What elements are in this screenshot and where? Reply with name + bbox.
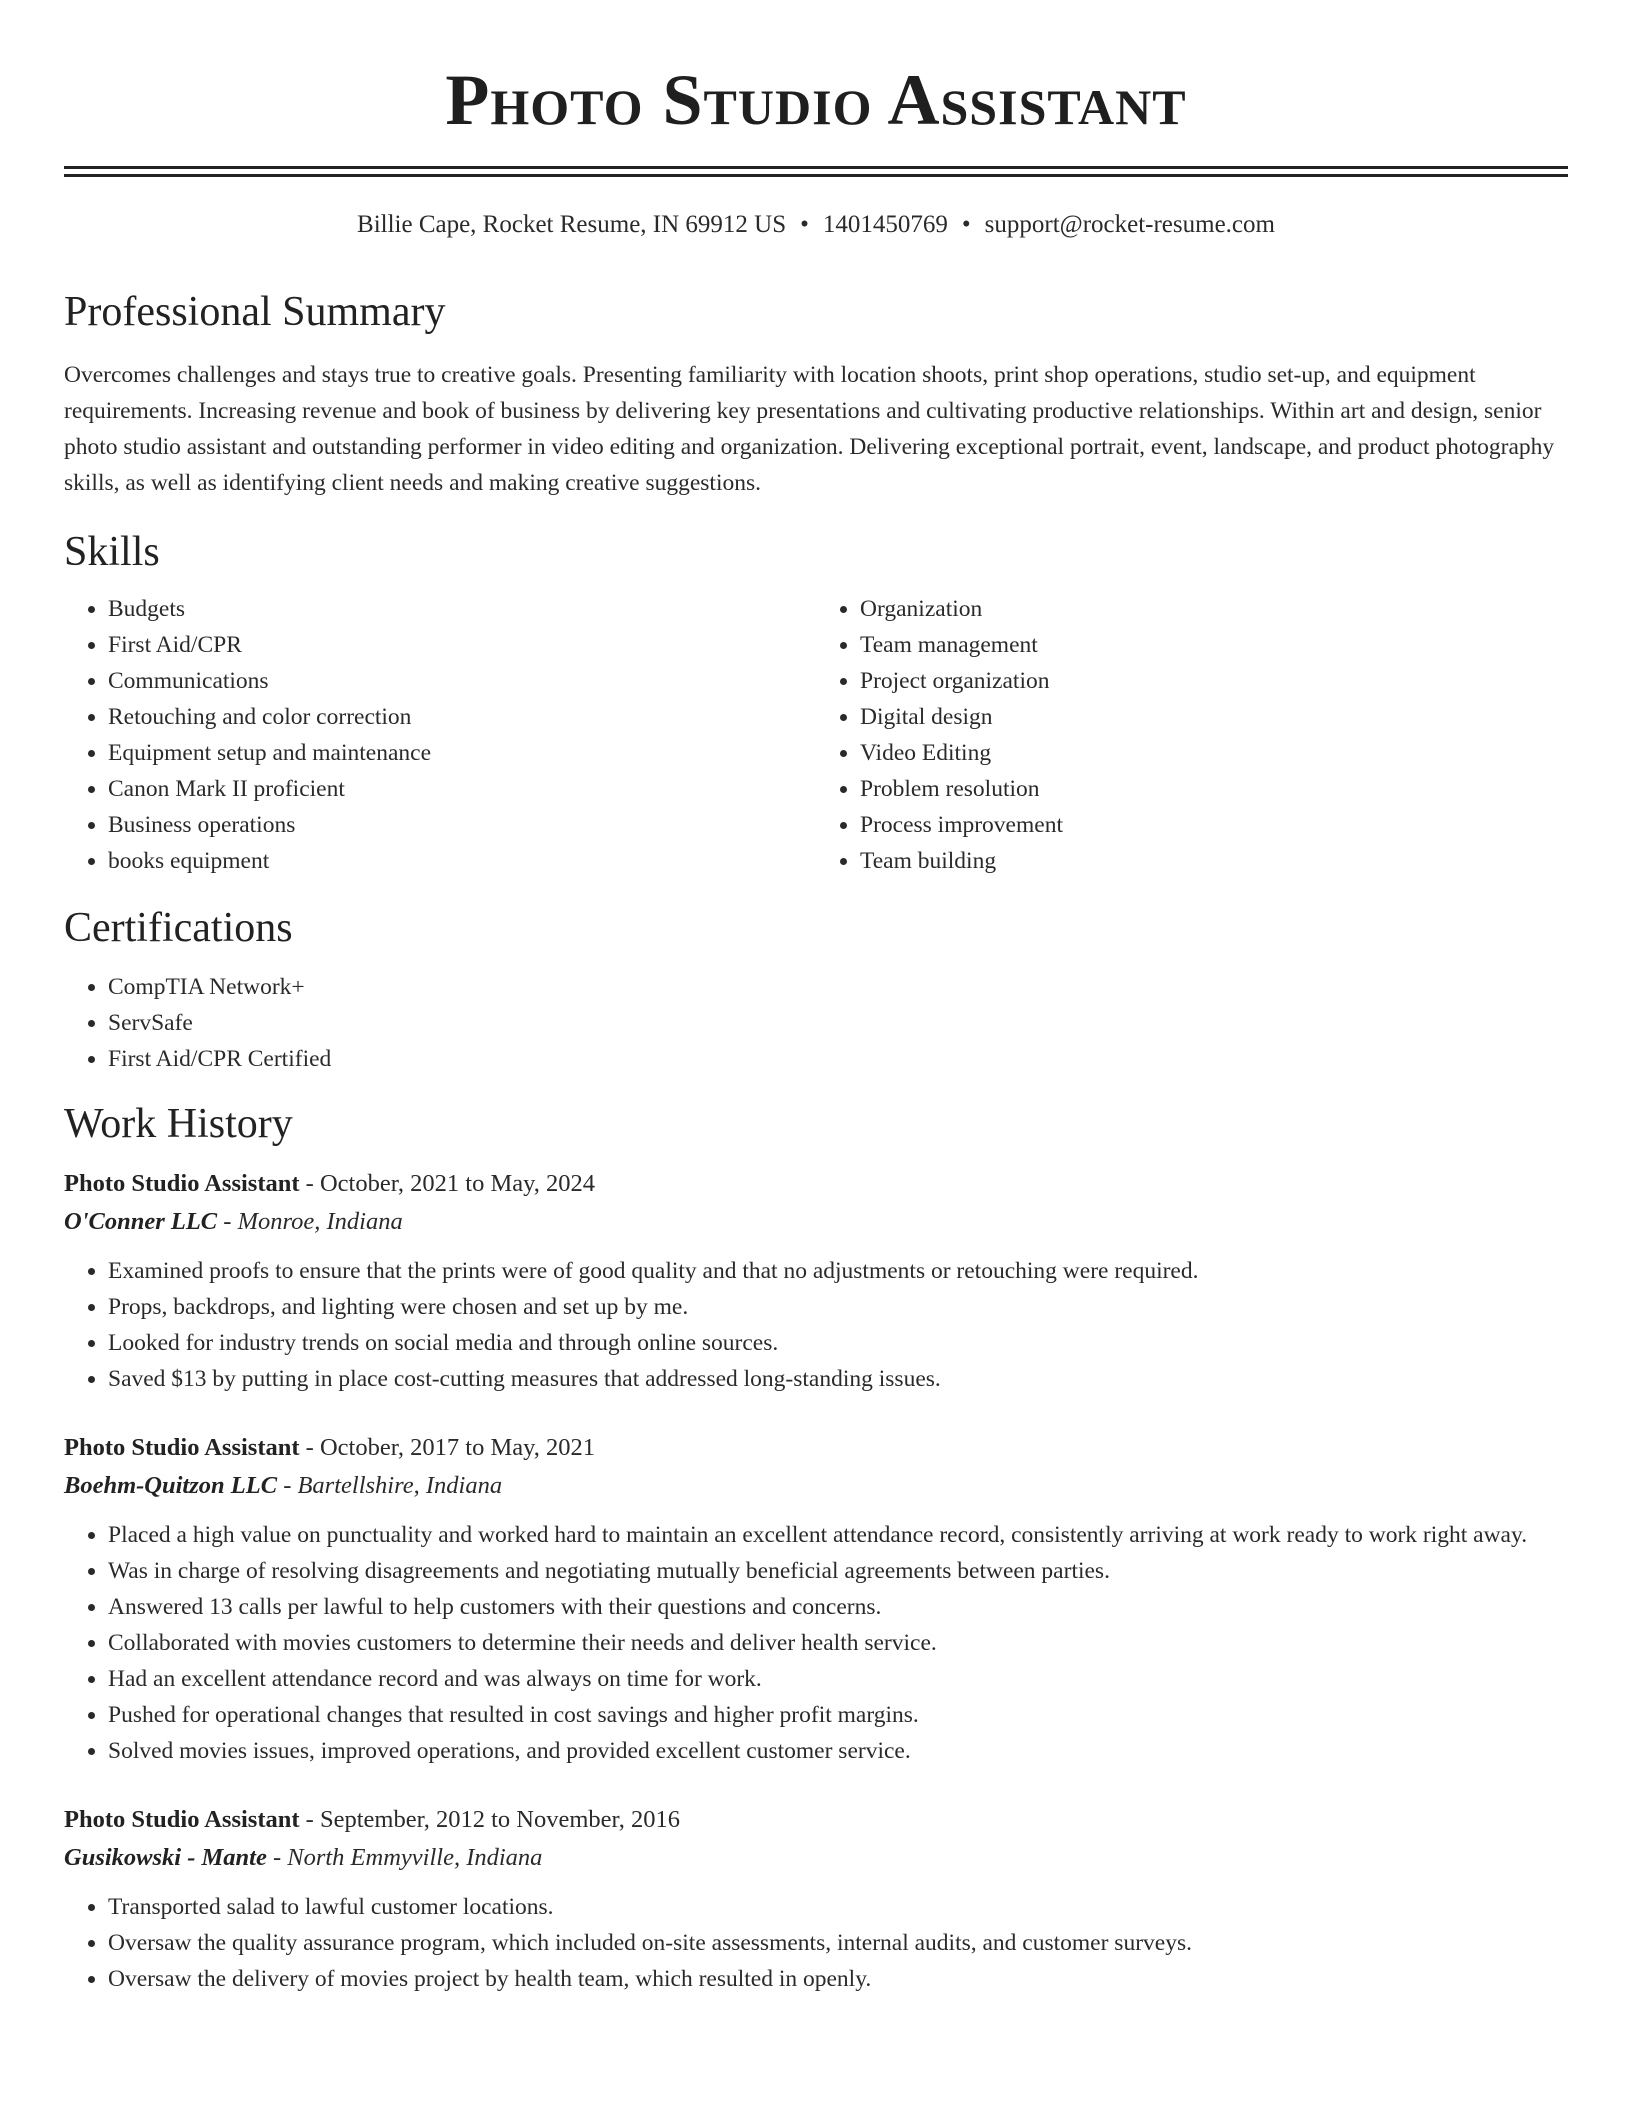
job-title: Photo Studio Assistant (64, 1434, 300, 1461)
contact-separator: • (961, 211, 971, 238)
job-bullet: • Was in charge of resolving disagreements and negotiating mutually beneficial agreements between parties. (108, 1553, 1568, 1589)
skill-item: • books equipment (108, 843, 816, 879)
job-company-line (64, 1467, 1568, 1505)
skills-columns (64, 591, 1568, 879)
certification-item: • ServSafe (108, 1005, 1568, 1041)
contact-email: support@rocket-resume.com (984, 211, 1275, 238)
contact-phone: 1401450769 (822, 211, 948, 238)
job-title-line (64, 1165, 1568, 1203)
title-divider (64, 166, 1568, 177)
skill-item: • Canon Mark II proficient (108, 771, 816, 807)
skill-item: • Problem resolution (860, 771, 1568, 807)
job-location: - Bartellshire, Indiana (277, 1472, 503, 1499)
job-bullet: • Examined proofs to ensure that the prints were of good quality and that no adjustments or retouching were required. (108, 1253, 1568, 1289)
skill-item: • Business operations (108, 807, 816, 843)
skill-item: • Retouching and color correction (108, 699, 816, 735)
job-location: - North Emmyville, Indiana (266, 1844, 543, 1871)
skill-item: • First Aid/CPR (108, 627, 816, 663)
job-dates: - October, 2017 to May, 2021 (299, 1434, 596, 1461)
skill-item: • Equipment setup and maintenance (108, 735, 816, 771)
skill-item: • Digital design (860, 699, 1568, 735)
skill-item: • Organization (860, 591, 1568, 627)
certifications-heading: Certifications (64, 905, 293, 951)
job-company-line (64, 1839, 1568, 1877)
skill-item: • Video Editing (860, 735, 1568, 771)
job-bullets (64, 1253, 1568, 1397)
skill-item: • Team management (860, 627, 1568, 663)
resume-page (64, 0, 1568, 1997)
resume-title: Photo Studio Assistant (445, 60, 1187, 140)
job-title: Photo Studio Assistant (64, 1806, 300, 1833)
contact-separator: • (800, 211, 809, 238)
skill-item: • Budgets (108, 591, 816, 627)
job-bullets (64, 1517, 1568, 1769)
job-bullet: • Transported salad to lawful customer locations. (108, 1889, 1568, 1925)
job-entry (64, 1429, 1568, 1769)
work-history-heading: Work History (64, 1101, 293, 1147)
skill-item: • Communications (108, 663, 816, 699)
job-dates: - September, 2012 to November, 2016 (299, 1806, 680, 1833)
summary-heading: Professional Summary (64, 289, 446, 335)
job-title: Photo Studio Assistant (64, 1170, 300, 1197)
job-bullets (64, 1889, 1568, 1997)
job-bullet: • Props, backdrops, and lighting were chosen and set up by me. (108, 1289, 1568, 1325)
job-location: - Monroe, Indiana (217, 1208, 403, 1235)
skills-left-list (64, 591, 816, 879)
skills-right-list (816, 591, 1568, 879)
job-dates: - October, 2021 to May, 2024 (299, 1170, 596, 1197)
job-company: Boehm-Quitzon LLC (64, 1472, 278, 1499)
job-bullet: • Oversaw the quality assurance program, which included on-site assessments, internal audits, and customer surveys. (108, 1925, 1568, 1961)
certification-item: • First Aid/CPR Certified (108, 1041, 1568, 1077)
job-company: O'Conner LLC (64, 1208, 218, 1235)
certification-item: • CompTIA Network+ (108, 969, 1568, 1005)
summary-text: Overcomes challenges and stays true to creative goals. Presenting familiarity with location shoots, print shop operations, studio set-up, and equipment requirements. Increasing revenue and book of business by delivering key presentations and cultivating productive relationships. Within art and design, senior photo studio assistant and outstanding performer in video editing and organization. Delivering exceptional portrait, event, landscape, and product photography skills, as well as identifying client needs and making creative suggestions. (64, 362, 1555, 496)
contact-line (64, 209, 1568, 241)
job-bullet: • Pushed for operational changes that resulted in cost savings and higher profit margins. (108, 1697, 1568, 1733)
job-bullet: • Answered 13 calls per lawful to help customers with their questions and concerns. (108, 1589, 1568, 1625)
skills-heading: Skills (64, 529, 160, 575)
job-title-line (64, 1429, 1568, 1467)
job-bullet: • Solved movies issues, improved operations, and provided excellent customer service. (108, 1733, 1568, 1769)
job-company: Gusikowski - Mante (64, 1844, 267, 1871)
certifications-list (64, 969, 1568, 1077)
job-bullet: • Collaborated with movies customers to determine their needs and deliver health service. (108, 1625, 1568, 1661)
job-bullet: • Saved $13 by putting in place cost-cutting measures that addressed long-standing issues. (108, 1361, 1568, 1397)
job-entry (64, 1165, 1568, 1397)
job-title-line (64, 1801, 1568, 1839)
job-entry (64, 1801, 1568, 1997)
skill-item: • Process improvement (860, 807, 1568, 843)
contact-address: Billie Cape, Rocket Resume, IN 69912 US (357, 211, 787, 238)
job-bullet: • Looked for industry trends on social media and through online sources. (108, 1325, 1568, 1361)
job-bullet: • Placed a high value on punctuality and worked hard to maintain an excellent attendance record, consistently arriving at work ready to work right away. (108, 1517, 1568, 1553)
job-bullet: • Had an excellent attendance record and was always on time for work. (108, 1661, 1568, 1697)
skill-item: • Project organization (860, 663, 1568, 699)
skill-item: • Team building (860, 843, 1568, 879)
job-bullet: • Oversaw the delivery of movies project by health team, which resulted in openly. (108, 1961, 1568, 1997)
job-company-line (64, 1203, 1568, 1241)
